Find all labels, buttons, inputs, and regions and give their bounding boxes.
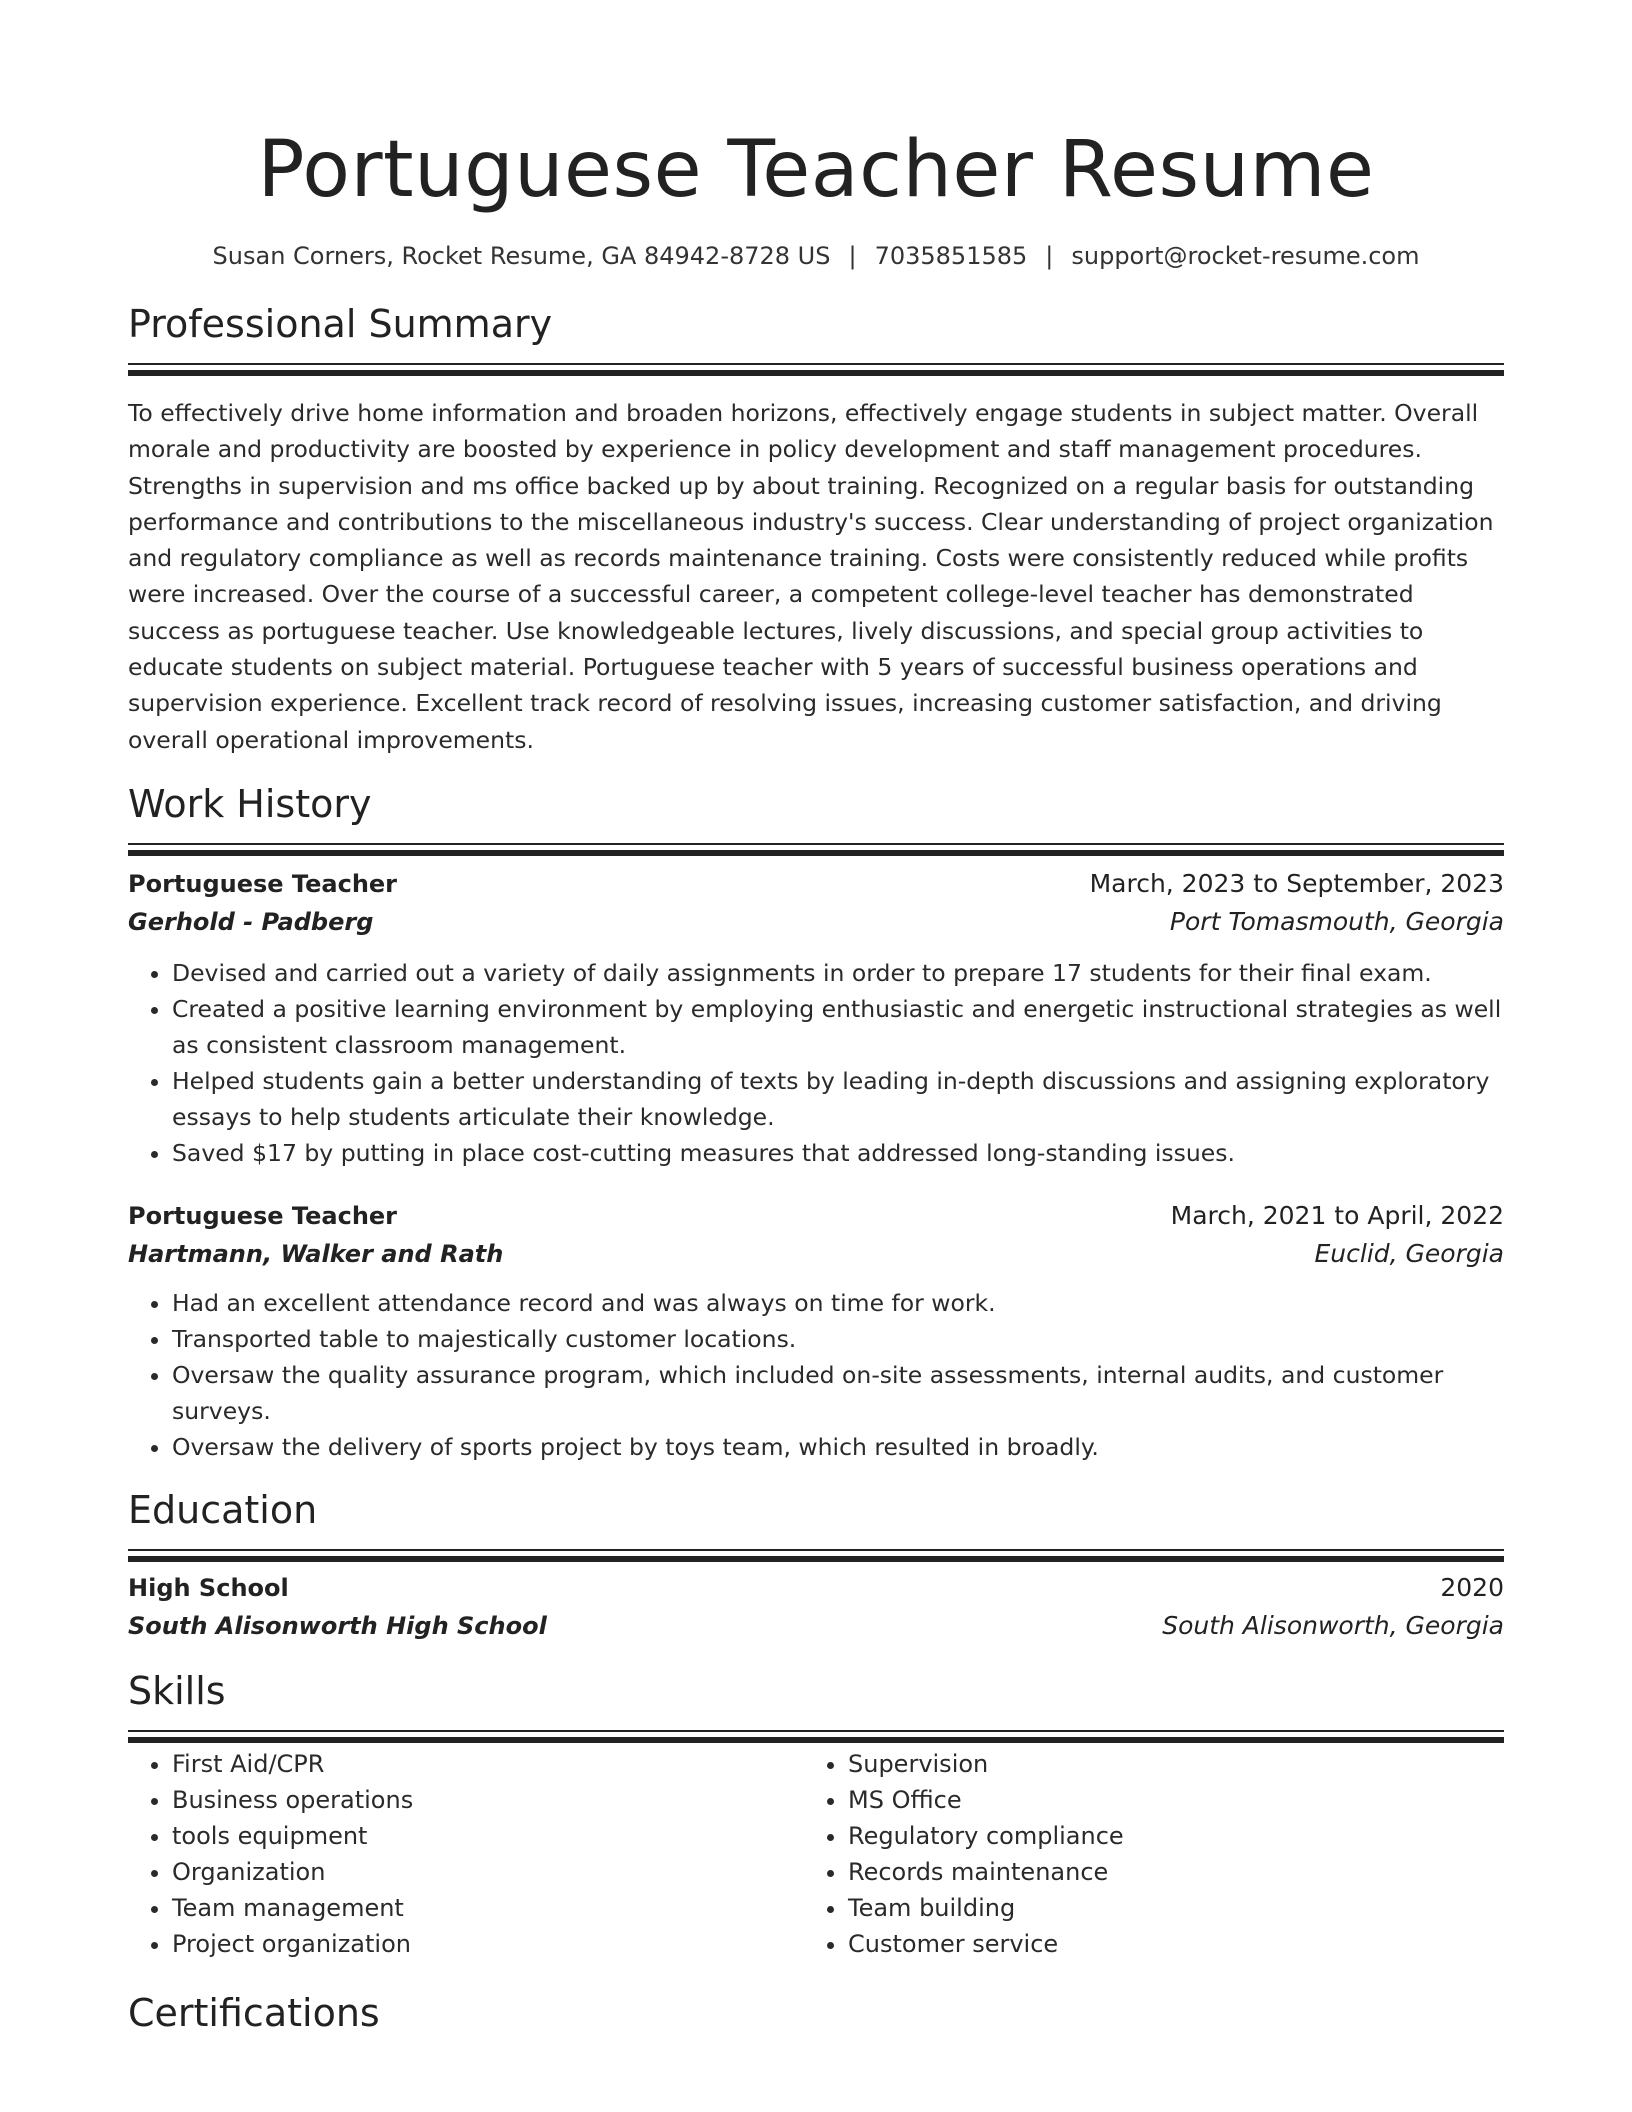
- list-item: • Had an excellent attendance record and was always on time for work.: [172, 1285, 1504, 1321]
- section-divider: [128, 1549, 1504, 1551]
- contact-separator: |: [848, 242, 857, 270]
- section-divider: [128, 843, 1504, 845]
- job-header: [128, 865, 1504, 903]
- skill-item: • MS Office: [848, 1782, 1480, 1818]
- section-divider: [128, 1730, 1504, 1732]
- education-section: [128, 1485, 1504, 1645]
- section-title-education: Education: [128, 1487, 318, 1532]
- skill-item: • Business operations: [172, 1782, 804, 1818]
- skill-item: • Regulatory compliance: [848, 1818, 1480, 1854]
- list-item: • Devised and carried out a variety of daily assignments in order to prepare 17 students for their final exam.: [172, 955, 1504, 991]
- section-title-summary: Professional Summary: [128, 302, 553, 346]
- summary-text: To effectively drive home information and broaden horizons, effectively engage students in subject matter. Overall morale and productivity are boosted by experience in policy development and staff management procedures. Strengths in supervision and ms office backed up by about training. Recognized on a regular basis for outstanding performance and contributions to the miscellaneous industry's success. Clear understanding of project organization and regulatory compliance as well as records maintenance training. Costs were consistently reduced while profits were increased. Over the course of a successful career, a competent college-level teacher has demonstrated success as portuguese teacher. Use knowledgeable lectures, lively discussions, and special group activities to educate students on subject material. Portuguese teacher with 5 years of successful business operations and supervision experience. Excellent track record of resolving issues, increasing customer satisfaction, and driving overall operational improvements.: [128, 399, 1494, 754]
- skill-item: • Records maintenance: [848, 1854, 1480, 1890]
- contact-phone: 7035851585: [874, 242, 1028, 270]
- skills-list-left: [128, 1746, 804, 1962]
- resume-page: [128, 0, 1504, 2038]
- skills-section: [128, 1666, 1504, 1962]
- job-subheader: [128, 903, 1504, 941]
- skill-item: • Team building: [848, 1890, 1480, 1926]
- job-location: Euclid, Georgia: [1314, 1238, 1504, 1268]
- section-title-work-history: Work History: [128, 781, 372, 826]
- education-entry: [128, 1569, 1504, 1645]
- skill-item: • Organization: [172, 1854, 804, 1890]
- job-title: Portuguese Teacher: [128, 869, 398, 898]
- skill-item: • First Aid/CPR: [172, 1746, 804, 1782]
- education-location: South Alisonworth, Georgia: [1162, 1610, 1504, 1640]
- resume-title: Portuguese Teacher Resume: [257, 125, 1375, 215]
- certifications-section: [128, 1988, 1504, 2038]
- job-title: Portuguese Teacher: [128, 1201, 398, 1230]
- job-location: Port Tomasmouth, Georgia: [1169, 906, 1504, 936]
- work-history-section: [128, 779, 1504, 1465]
- job-subheader: [128, 1235, 1504, 1273]
- section-title-skills: Skills: [128, 1668, 226, 1713]
- education-degree: High School: [128, 1573, 289, 1602]
- education-header: [128, 1569, 1504, 1607]
- contact-line: [128, 240, 1504, 272]
- education-subheader: [128, 1607, 1504, 1645]
- education-year: 2020: [1440, 1572, 1504, 1602]
- job-company: Hartmann, Walker and Rath: [128, 1239, 504, 1268]
- summary-section: [128, 299, 1504, 758]
- education-school: South Alisonworth High School: [128, 1611, 547, 1640]
- skills-list-right: [804, 1746, 1480, 1962]
- job-dates: March, 2021 to April, 2022: [1170, 1200, 1504, 1230]
- section-divider: [128, 363, 1504, 365]
- job-bullets: [128, 955, 1504, 1171]
- job-entry: [128, 865, 1504, 1171]
- job-dates: March, 2023 to September, 2023: [1089, 868, 1504, 898]
- skills-columns: [128, 1746, 1504, 1962]
- list-item: • Transported table to majestically customer locations.: [172, 1321, 1504, 1357]
- skill-item: • Supervision: [848, 1746, 1480, 1782]
- contact-address: Susan Corners, Rocket Resume, GA 84942-8728 US: [212, 242, 831, 270]
- job-company: Gerhold - Padberg: [128, 907, 374, 936]
- list-item: • Oversaw the quality assurance program, which included on-site assessments, internal audits, and customer surveys.: [172, 1357, 1504, 1429]
- list-item: • Helped students gain a better understanding of texts by leading in-depth discussions and assigning exploratory essays to help students articulate their knowledge.: [172, 1063, 1504, 1135]
- job-header: [128, 1197, 1504, 1235]
- job-bullets: [128, 1285, 1504, 1465]
- section-title-certifications: Certifications: [128, 1990, 380, 2035]
- skill-item: • Customer service: [848, 1926, 1480, 1962]
- list-item: • Oversaw the delivery of sports project by toys team, which resulted in broadly.: [172, 1429, 1504, 1465]
- skill-item: • Project organization: [172, 1926, 804, 1962]
- list-item: • Created a positive learning environment by employing enthusiastic and energetic instructional strategies as well as consistent classroom management.: [172, 991, 1504, 1063]
- job-entry: [128, 1197, 1504, 1465]
- contact-separator: |: [1045, 242, 1054, 270]
- contact-email: support@rocket-resume.com: [1071, 242, 1420, 270]
- skill-item: • tools equipment: [172, 1818, 804, 1854]
- skill-item: • Team management: [172, 1890, 804, 1926]
- list-item: • Saved $17 by putting in place cost-cutting measures that addressed long-standing issues.: [172, 1135, 1504, 1171]
